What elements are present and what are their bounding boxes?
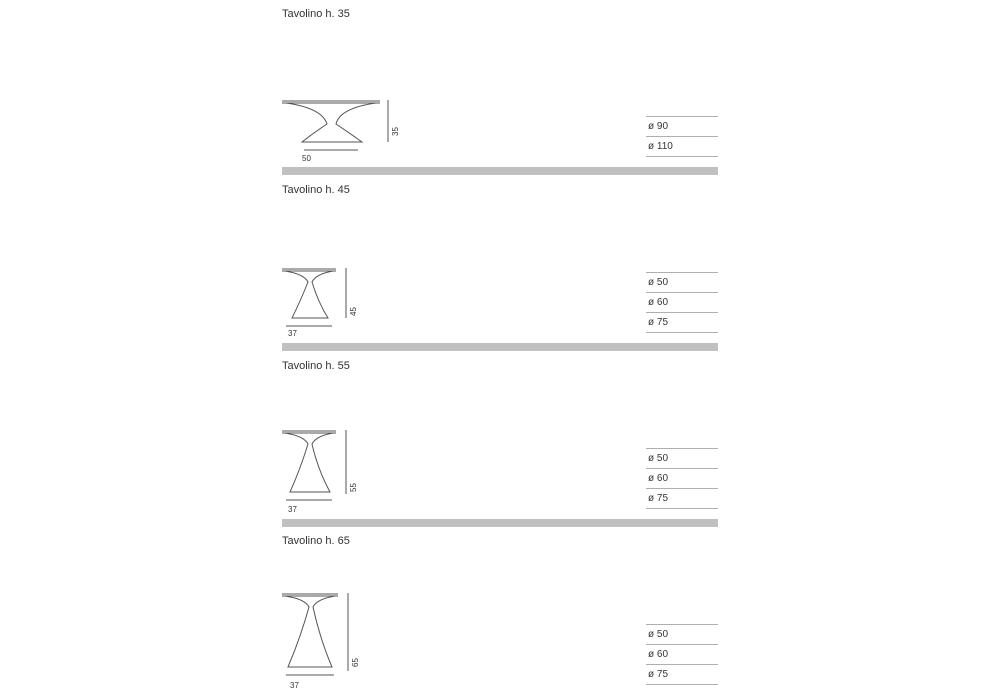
- table-drawing-h55: [282, 426, 422, 520]
- diameter-option: ø 75: [646, 664, 718, 685]
- diameter-option: ø 110: [646, 136, 718, 157]
- section-h55: [282, 360, 718, 530]
- section-h35: [282, 8, 718, 178]
- diameter-option: ø 50: [646, 624, 718, 644]
- section-divider: [282, 519, 718, 527]
- height-label: 35: [391, 127, 400, 136]
- diameter-option: ø 60: [646, 292, 718, 312]
- width-label: 37: [290, 681, 299, 690]
- diameter-option: ø 60: [646, 468, 718, 488]
- section-title: Tavolino h. 55: [282, 360, 350, 372]
- diameter-list: [646, 624, 718, 685]
- section-divider: [282, 167, 718, 175]
- width-label: 50: [302, 154, 311, 163]
- table-drawing-h35: [282, 96, 422, 176]
- diameter-list: [646, 116, 718, 157]
- diameter-option: ø 60: [646, 644, 718, 664]
- section-divider: [282, 343, 718, 351]
- height-label: 55: [349, 483, 358, 492]
- section-title: Tavolino h. 65: [282, 535, 350, 547]
- width-label: 37: [288, 329, 297, 338]
- section-h45: [282, 184, 718, 354]
- height-label: 45: [349, 307, 358, 316]
- diameter-option: ø 90: [646, 116, 718, 136]
- table-drawing-h65: [282, 589, 422, 695]
- section-h65: [282, 535, 718, 700]
- diameter-list: [646, 448, 718, 509]
- table-drawing-h45: [282, 264, 422, 344]
- height-label: 65: [351, 658, 360, 667]
- diameter-option: ø 75: [646, 488, 718, 509]
- section-title: Tavolino h. 45: [282, 184, 350, 196]
- diameter-list: [646, 272, 718, 333]
- diameter-option: ø 50: [646, 272, 718, 292]
- diameter-option: ø 50: [646, 448, 718, 468]
- diameter-option: ø 75: [646, 312, 718, 333]
- width-label: 37: [288, 505, 297, 514]
- section-title: Tavolino h. 35: [282, 8, 350, 20]
